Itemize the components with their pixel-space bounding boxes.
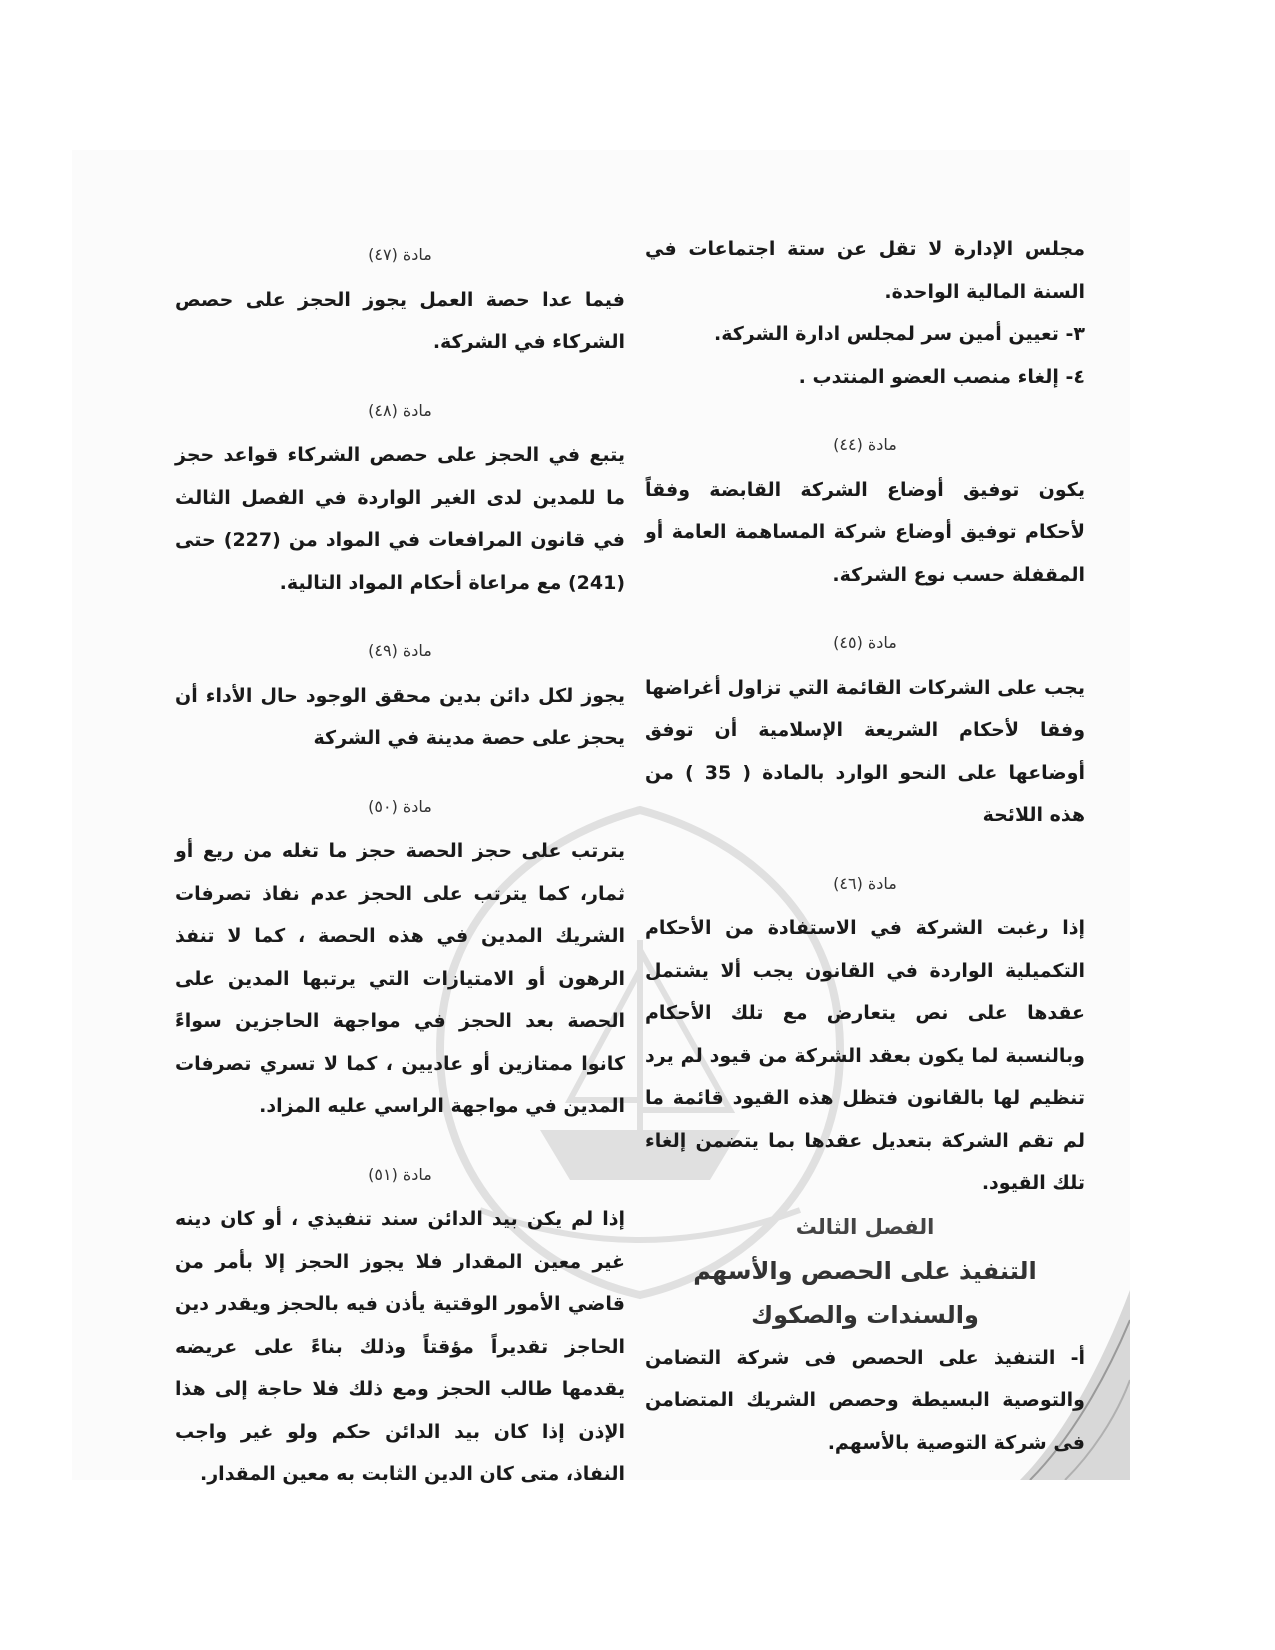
article-title: مادة (٤٦) [833,873,897,893]
section-heading: أ- التنفيذ على الحصص فى شركة التضامن والتوصية البسيطة وحصص الشريك المتضامن فى شركة التوصية بالأسهم. [645,1346,1085,1454]
chapter-title: التنفيذ على الحصص والأسهم [693,1256,1037,1285]
article-title: مادة (٥١) [368,1164,432,1184]
article-title: مادة (٤٧) [368,245,432,264]
list-item: ٤- إلغاء منصب العضو المنتدب . [798,365,1085,388]
left-column [175,228,625,1496]
chapter-title: والسندات والصكوك [751,1300,979,1329]
article-title: مادة (٤٥) [833,633,897,652]
article-title: مادة (٤٩) [368,641,432,660]
article-text: فيما عدا حصة العمل يجوز الحجز على حصص الشركاء في الشركة. [175,288,625,353]
chapter-label: الفصل الثالث [795,1214,935,1239]
article-text: يجب على الشركات القائمة التي تزاول أغراضها وفقا لأحكام الشريعة الإسلامية أن توفق أوضاعها على النحو الوارد بالمادة ( 35 ) من هذه اللائحة [645,676,1085,826]
article-text: إذا لم يكن بيد الدائن سند تنفيذي ، أو كان دينه غير معين المقدار فلا يجوز الحجز إلا بأمر من قاضي الأمور الوقتية يأذن فيه بالحجز ويقدر دين الحاجز تقديراً مؤقتاً وذلك بناءً على عريضه يقدمها طالب الحجز ومع ذلك فلا حاجة إلى هذا الإذن إذا كان بيد الدائن حكم ولو غير واجب النفاذ، متى كان الدين الثابت به معين المقدار. [175,1208,625,1485]
article-title: مادة (٤٤) [833,435,897,454]
continuation-text: مجلس الإدارة لا تقل عن ستة اجتماعات في السنة المالية الواحدة. [645,238,1085,303]
article-text: يجوز لكل دائن بدين محقق الوجود حال الأداء أن يحجز على حصة مدينة في الشركة [175,684,625,749]
article-text: يترتب على حجز الحصة حجز ما تغله من ريع أو ثمار، كما يترتب على الحجز عدم نفاذ تصرفات الشريك المدين في هذه الحصة ، كما لا تنفذ الرهون أو الامتيازات التي يرتبها المدين على الحصة بعد الحجز في مواجهة الحاجزين سواءً كانوا ممتازين أو عاديين ، كما لا تسري تصرفات المدين في مواجهة الراسي عليه المزاد. [175,840,625,1117]
article-title: مادة (٤٨) [368,400,432,420]
article-text: يكون توفيق أوضاع الشركة القابضة وفقاً لأحكام توفيق أوضاع شركة المساهمة العامة أو المقفلة حسب نوع الشركة. [645,478,1085,586]
right-column [645,228,1085,1464]
article-text: إذا رغبت الشركة في الاستفادة من الأحكام التكميلية الواردة في القانون يجب ألا يشتمل عقدها على نص يتعارض مع تلك الأحكام وبالنسبة لما يكون بعقد الشركة من قيود لم يرد تنظيم لها بالقانون فتظل هذه القيود قائمة ما لم تقم الشركة بتعديل عقدها بما يتضمن إلغاء تلك القيود. [645,917,1085,1194]
list-item: ٣- تعيين أمين سر لمجلس ادارة الشركة. [714,323,1085,345]
article-title: مادة (٥٠) [368,796,432,816]
article-text: يتبع في الحجز على حصص الشركاء قواعد حجز ما للمدين لدى الغير الواردة في الفصل الثالث في قانون المرافعات في المواد من (227) حتى (241) مع مراعاة أحكام المواد التالية. [175,444,625,594]
